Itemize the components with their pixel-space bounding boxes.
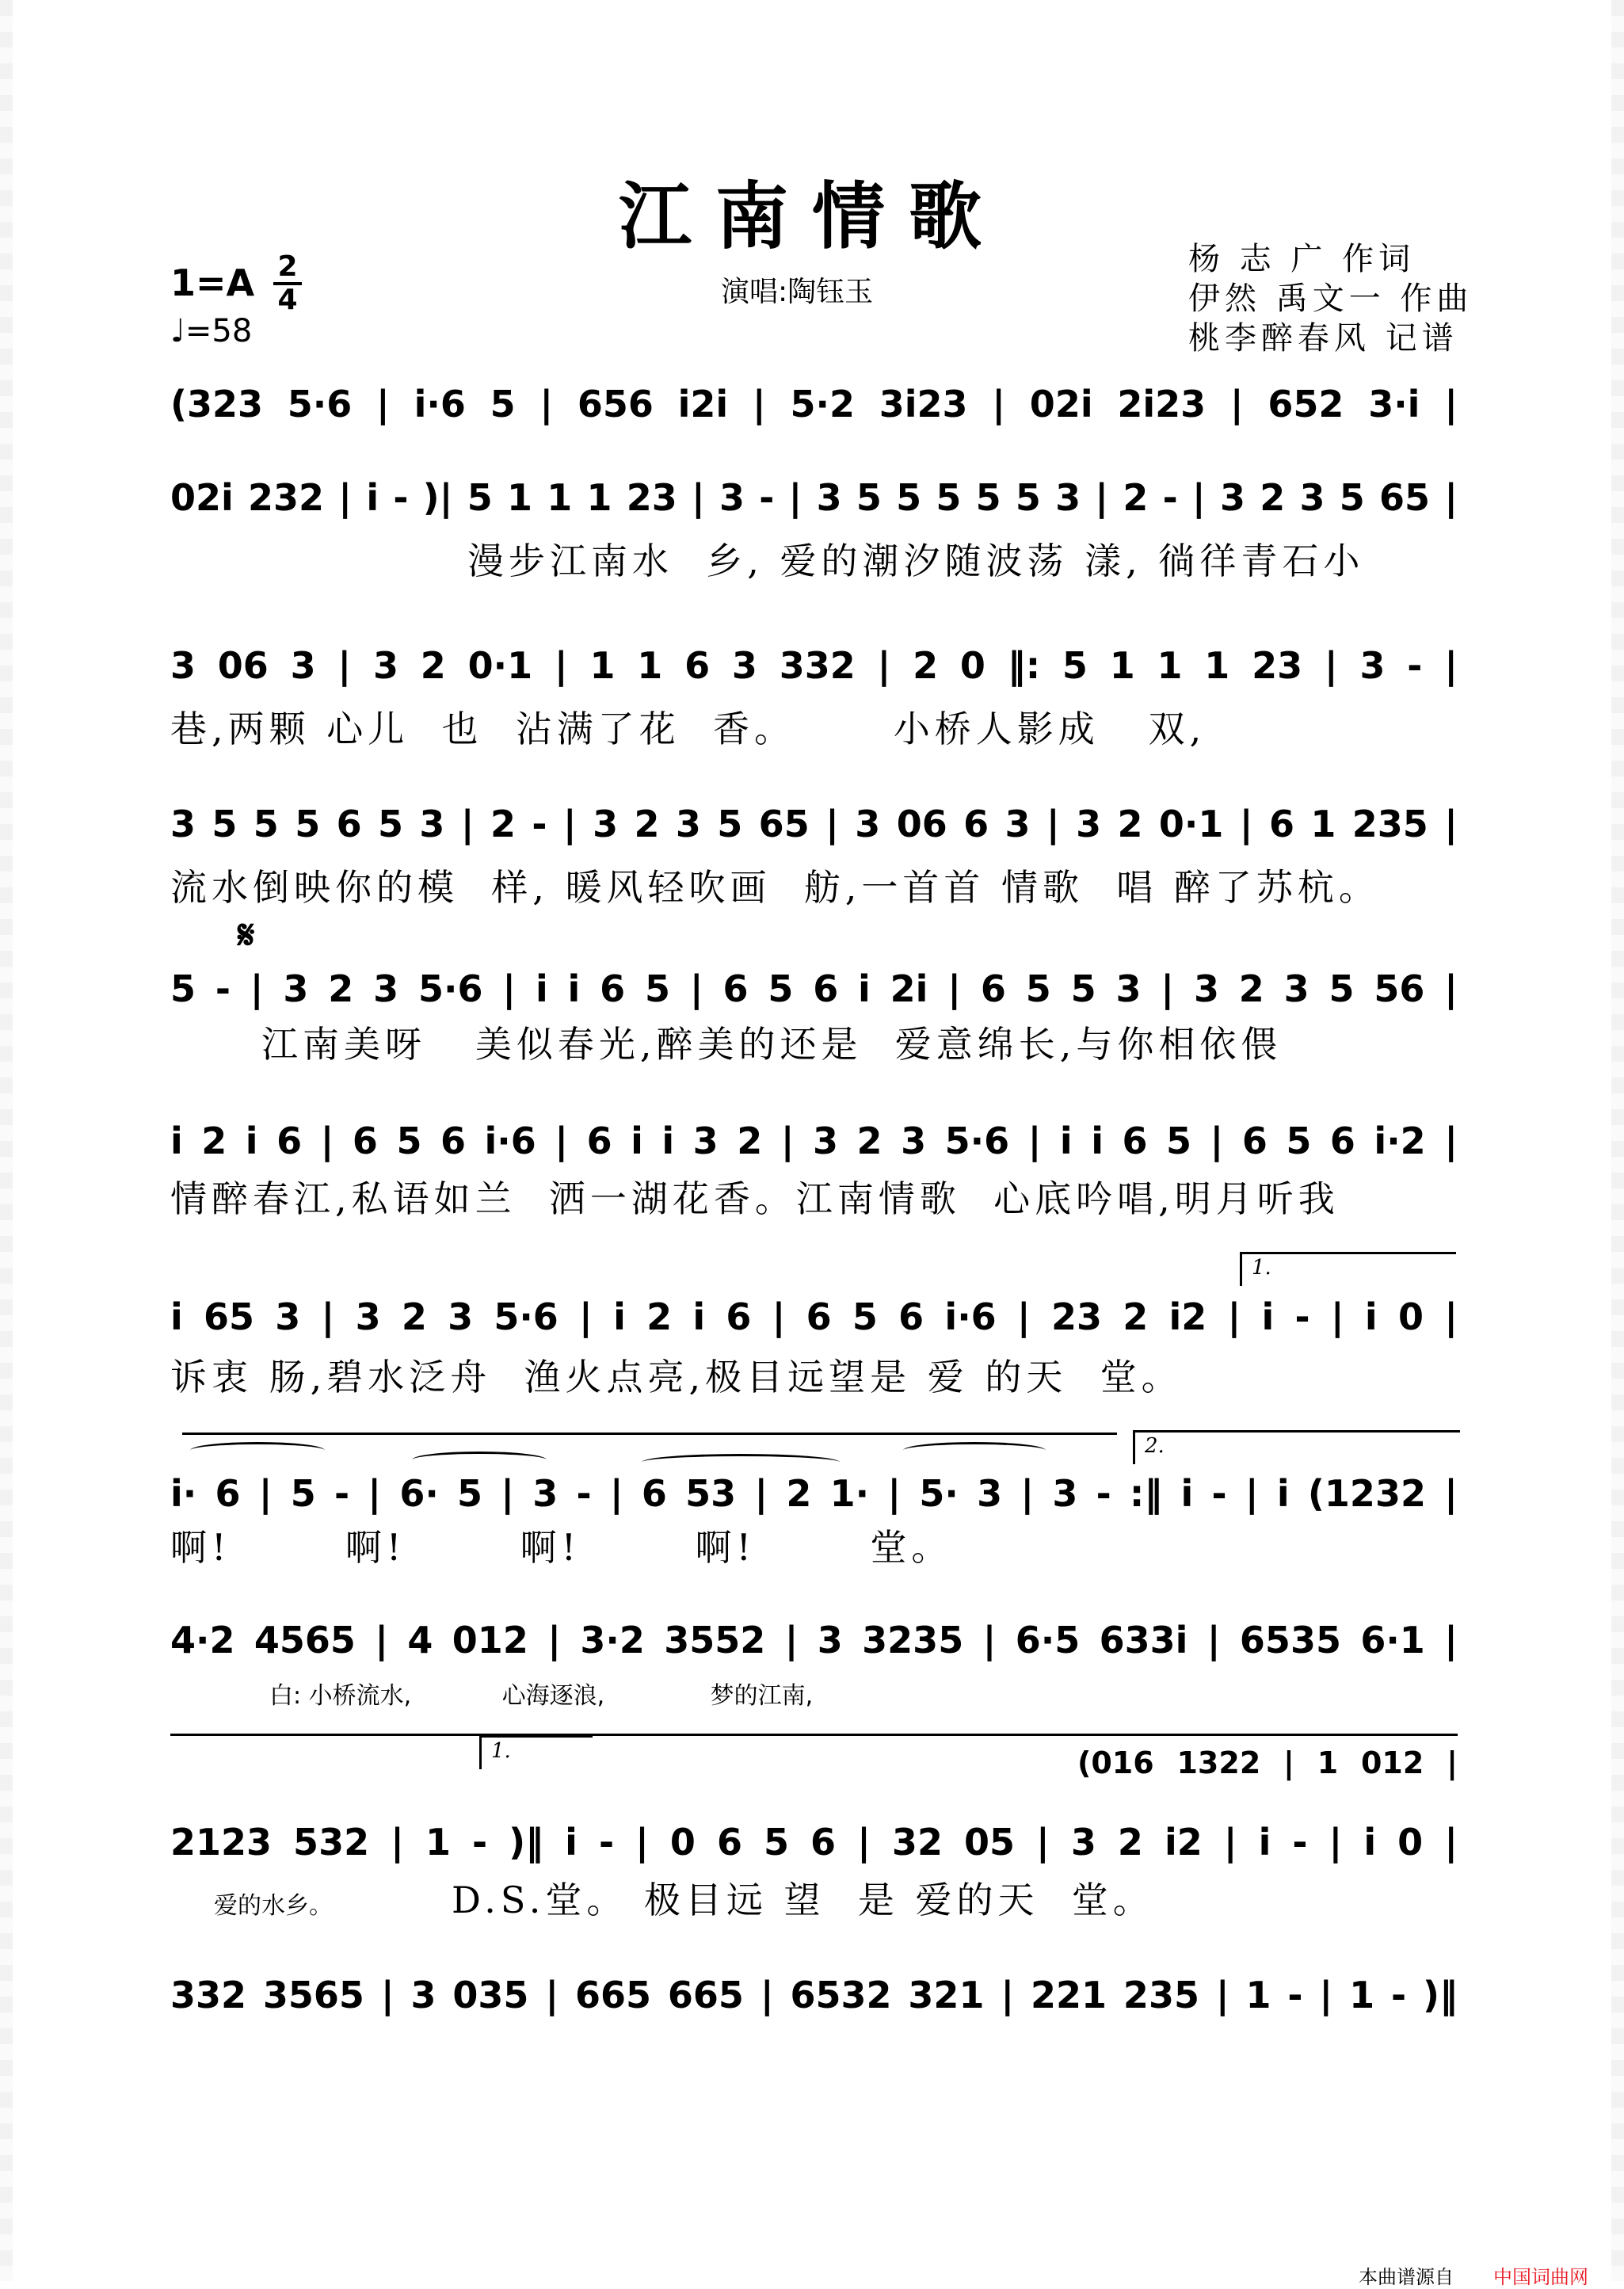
repeat-divider-line	[170, 1727, 1458, 1736]
time-numerator: 2	[273, 252, 302, 285]
notation-line-11: 332 3565 | 3 035 | 665 665 | 6532 321 | 221 235 | 1 - | 1 - )‖	[170, 1974, 1458, 2016]
phrase-slur	[642, 1454, 840, 1471]
notation-line-5: 5 - | 3 2 3 5·6 | i i 6 5 | 6 5 6 i 2i | 6 5 5 3 | 3 2 3 5 56 |	[170, 967, 1458, 1010]
notation-line-8: i· 6 | 5 - | 6· 5 | 3 - | 6 53 | 2 1· | 5· 3 | 3 - :‖ i - | i (1232 |	[170, 1472, 1458, 1515]
key-signature: 1=A	[170, 261, 255, 304]
lyricist-credit: 杨 志 广 作词	[1188, 241, 1416, 277]
lyric-line-10: D.S.堂。 极目远 望 是 爱的天 堂。	[452, 1879, 1154, 1921]
lyric-line-3: 巷,两颗 心儿 也 沾满了花 香。 小桥人影成 双,	[170, 708, 1207, 750]
footer-source-label: 本曲谱源自	[1359, 2266, 1454, 2288]
lyric-line-2: 漫步江南水 乡, 爱的潮汐随波荡 漾, 徜徉青石小	[467, 540, 1365, 582]
footer-site-link[interactable]: 中国词曲网	[1493, 2266, 1588, 2288]
segno-sign: 𝄋	[238, 911, 255, 958]
phrase-slur	[903, 1442, 1046, 1459]
transcriber-credit: 桃李醉春风 记谱	[1188, 320, 1458, 357]
right-border	[1611, 0, 1624, 2281]
time-signature	[273, 252, 302, 315]
notation-line-3: 3 06 3 | 3 2 0·1 | 1 1 6 3 332 | 2 0 ‖: 5 1 1 1 23 | 3 - |	[170, 644, 1458, 687]
composer-credit: 伊然 禹文一 作曲	[1188, 280, 1473, 317]
spoken-line-9: 白: 小桥流水, 心海逐浪, 梦的江南,	[269, 1682, 814, 1710]
lyric-line-8: 啊! 啊! 啊! 啊! 堂。	[170, 1526, 953, 1569]
lyric-line-7: 诉衷 肠,碧水泛舟 渔火点亮,极目远望是 爱 的天 堂。	[170, 1356, 1183, 1398]
lyric-line-5: 江南美呀 美似春光,醉美的还是 爱意绵长,与你相依偎	[261, 1023, 1283, 1066]
notation-line-1: (323 5·6 | i·6 5 | 656 i2i | 5·2 3i23 | 02i 2i23 | 652 3·i |	[170, 383, 1458, 425]
ending-line	[182, 1426, 1117, 1435]
time-denominator: 4	[277, 284, 298, 316]
notation-line-2: 02i 232 | i - )| 5 1 1 1 23 | 3 - | 3 5 5 5 5 5 3 | 2 - | 3 2 3 5 65 |	[170, 476, 1458, 519]
notation-line-7: i 65 3 | 3 2 3 5·6 | i 2 i 6 | 6 5 6 i·6 | 23 2 i2 | i - | i 0 |	[170, 1295, 1458, 1338]
notation-line-4: 3 5 5 5 6 5 3 | 2 - | 3 2 3 5 65 | 3 06 6 3 | 3 2 0·1 | 6 1 235 |	[170, 803, 1458, 845]
notation-line-10: 2123 532 | 1 - )‖ i - | 0 6 5 6 | 32 05 | 3 2 i2 | i - | i 0 |	[170, 1821, 1458, 1864]
singer-credit: 演唱:陶钰玉	[721, 276, 874, 308]
notation-line-6: i 2 i 6 | 6 5 6 i·6 | 6 i i 3 2 | 3 2 3 5·6 | i i 6 5 | 6 5 6 i·2 |	[170, 1120, 1458, 1162]
lyric-line-6: 情醉春江,私语如兰 洒一湖花香。江南情歌 心底吟唱,明月听我	[170, 1177, 1340, 1220]
left-border	[0, 0, 13, 2281]
phrase-slur	[190, 1442, 325, 1459]
first-ending-bracket-2: 1.	[479, 1735, 593, 1769]
second-ending-bracket: 2.	[1133, 1430, 1460, 1464]
spoken-line-10: 爱的水乡。	[214, 1892, 333, 1920]
first-ending-bracket: 1.	[1240, 1252, 1456, 1286]
lyric-line-4: 流水倒映你的模 样, 暖风轻吹画 舫,一首首 情歌 唱 醉了苏杭。	[170, 866, 1380, 909]
song-title: 江南情歌	[618, 174, 1005, 259]
notation-line-9: 4·2 4565 | 4 012 | 3·2 3552 | 3 3235 | 6·5 633i | 6535 6·1 |	[170, 1619, 1458, 1661]
intro-phrase: (016 1322 | 1 012 |	[1077, 1745, 1458, 1780]
tempo-marking: ♩=58	[170, 313, 253, 349]
phrase-slur	[412, 1452, 547, 1468]
